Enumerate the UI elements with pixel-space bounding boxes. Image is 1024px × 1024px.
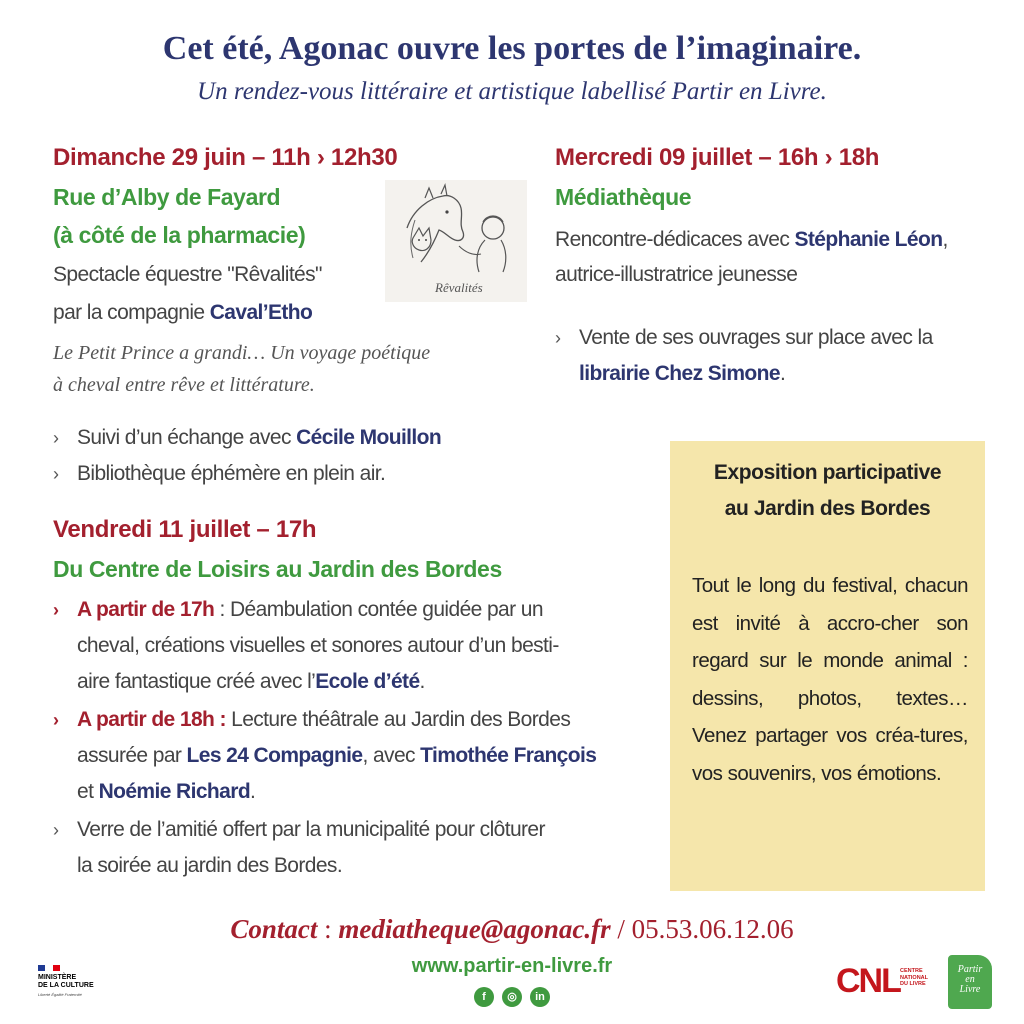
event1-company: Caval’Etho — [209, 301, 313, 324]
ministere-culture-logo — [38, 965, 108, 1015]
chevron-right-icon: › — [53, 428, 59, 448]
exposition-box — [670, 441, 985, 891]
event3-date: Vendredi 11 juillet – 17h — [53, 516, 317, 543]
exposition-title — [670, 455, 985, 527]
event2-place: Médiathèque — [555, 184, 692, 210]
list-item — [53, 420, 441, 456]
exposition-title-line2: au Jardin des Bordes — [724, 497, 931, 520]
partir-en-livre-text — [952, 965, 988, 995]
cnl-subtitle — [900, 968, 928, 988]
event1-place-line2: (à côté de la pharmacie) — [53, 222, 306, 248]
bullet-text: Lecture théâtrale au Jardin des Bordes — [225, 708, 571, 731]
bullet-suffix: . — [419, 670, 425, 693]
contact-email-link[interactable]: mediatheque@agonac.fr — [338, 914, 611, 944]
partir-en-livre-logo — [948, 955, 992, 1009]
event1-quote-line1: Le Petit Prince a grandi… Un voyage poétique — [53, 342, 431, 364]
event1-place-line1: Rue d’Alby de Fayard — [53, 184, 281, 210]
pel-line1: Partir — [957, 964, 983, 975]
event2-description-line2: autrice-illustratrice jeunesse — [555, 263, 798, 286]
instagram-icon[interactable]: ◎ — [502, 987, 522, 1007]
social-links — [472, 987, 552, 1007]
list-item — [53, 812, 596, 848]
bullet-text: Vente de ses ouvrages sur place avec la — [579, 326, 933, 349]
list-item — [53, 592, 596, 628]
event1-company-line — [53, 295, 312, 331]
event1-quote-line2: à cheval entre rêve et littérature. — [53, 374, 315, 396]
event3-bullets — [53, 592, 596, 884]
event1-date: Dimanche 29 juin – 11h › 12h30 — [53, 144, 398, 171]
bullet-text: la soirée au jardin des Bordes. — [77, 854, 343, 877]
cnl-sub3: DU LIVRE — [900, 981, 926, 987]
event2-description-line1 — [555, 222, 948, 258]
page-subtitle: Un rendez-vous littéraire et artistique labellisé Partir en Livre. — [197, 78, 827, 105]
cnl-logo — [836, 958, 936, 1004]
list-item — [53, 848, 596, 884]
school-name: Ecole d’été — [315, 670, 420, 693]
event2-desc-suffix: , — [942, 228, 948, 251]
bullet-text: et — [77, 780, 99, 803]
chevron-right-icon: › — [53, 464, 59, 484]
bookstore-name: librairie Chez Simone — [579, 362, 780, 385]
cnl-sub2: NATIONAL — [900, 974, 929, 981]
illustration-caption: Rêvalités — [435, 280, 483, 295]
event2-desc-prefix: Rencontre-dédicaces avec — [555, 228, 795, 251]
list-item — [53, 702, 596, 738]
event2-bullets — [555, 320, 933, 392]
event1-company-prefix: par la compagnie — [53, 301, 210, 324]
bullet-text: Verre de l’amitié offert par la municipalité pour clôturer — [77, 818, 545, 841]
linkedin-icon[interactable]: in — [530, 987, 550, 1007]
cnl-logo-text: CNL — [836, 962, 900, 1000]
page-title: Cet été, Agonac ouvre les portes de l’imaginaire. — [162, 30, 862, 67]
horse-child-illustration — [385, 180, 527, 302]
list-item — [53, 664, 596, 700]
list-item — [53, 456, 441, 492]
ministere-line2: DE LA CULTURE — [38, 982, 94, 989]
exposition-text: Tout le long du festival, chacun est invité à accro-cher son regard sur le monde animal : dessins, photos, textes… Venez partager vos créa-tures, vos souvenirs, vos émotions. — [692, 574, 968, 785]
website-link[interactable]: www.partir-en-livre.fr — [411, 955, 613, 977]
contact-sep: : — [317, 914, 339, 944]
bullet-text: , avec — [362, 744, 421, 767]
cnl-sub1: CENTRE — [900, 968, 923, 974]
bullet-text: assurée par — [77, 744, 187, 767]
bullet-text: : Déambulation contée guidée par un — [214, 598, 543, 621]
ministere-motto: Liberté Égalité Fraternité — [38, 992, 82, 997]
event3-place: Du Centre de Loisirs au Jardin des Bordes — [53, 556, 502, 582]
bullet-text: aire fantastique créé avec l’ — [77, 670, 316, 693]
chevron-right-icon: › — [53, 820, 59, 840]
event1-description: Spectacle équestre "Rêvalités" — [53, 263, 322, 286]
event2-author: Stéphanie Léon — [794, 228, 943, 251]
bullet-text: Bibliothèque éphémère en plein air. — [77, 462, 386, 485]
list-item — [53, 738, 596, 774]
ministere-name — [38, 974, 108, 990]
chevron-right-icon: › — [555, 328, 561, 348]
french-flag-icon — [38, 965, 60, 971]
bullet-suffix: . — [250, 780, 256, 803]
bullet-text: cheval, créations visuelles et sonores autour d’un besti- — [77, 634, 559, 657]
chevron-right-icon: › — [53, 600, 59, 620]
bullet-suffix: . — [779, 362, 786, 385]
chevron-right-icon: › — [53, 710, 59, 730]
event2-date: Mercredi 09 juillet – 16h › 18h — [555, 144, 880, 171]
facebook-icon[interactable]: f — [474, 987, 494, 1007]
contact-slash: / — [610, 914, 632, 944]
contact-phone[interactable]: 05.53.06.12.06 — [631, 914, 794, 944]
pel-line2: en — [965, 974, 975, 985]
list-item — [555, 356, 933, 392]
bullet-text: Suivi d’un échange avec — [77, 426, 297, 449]
guest-name: Cécile Mouillon — [296, 426, 442, 449]
ministere-line1: MINISTÈRE — [38, 974, 77, 981]
time-label: A partir de 18h : — [77, 708, 226, 731]
performer-name: Timothée François — [420, 744, 597, 767]
list-item — [53, 774, 596, 810]
company-name: Les 24 Compagnie — [186, 744, 363, 767]
list-item — [53, 628, 596, 664]
list-item — [555, 320, 933, 356]
pel-line3: Livre — [959, 984, 981, 995]
contact-label: Contact — [230, 914, 318, 944]
contact-line — [0, 914, 1024, 945]
event1-bullets — [53, 420, 441, 492]
performer-name: Noémie Richard — [98, 780, 251, 803]
exposition-title-line1: Exposition participative — [713, 461, 942, 484]
time-label: A partir de 17h — [77, 598, 215, 621]
